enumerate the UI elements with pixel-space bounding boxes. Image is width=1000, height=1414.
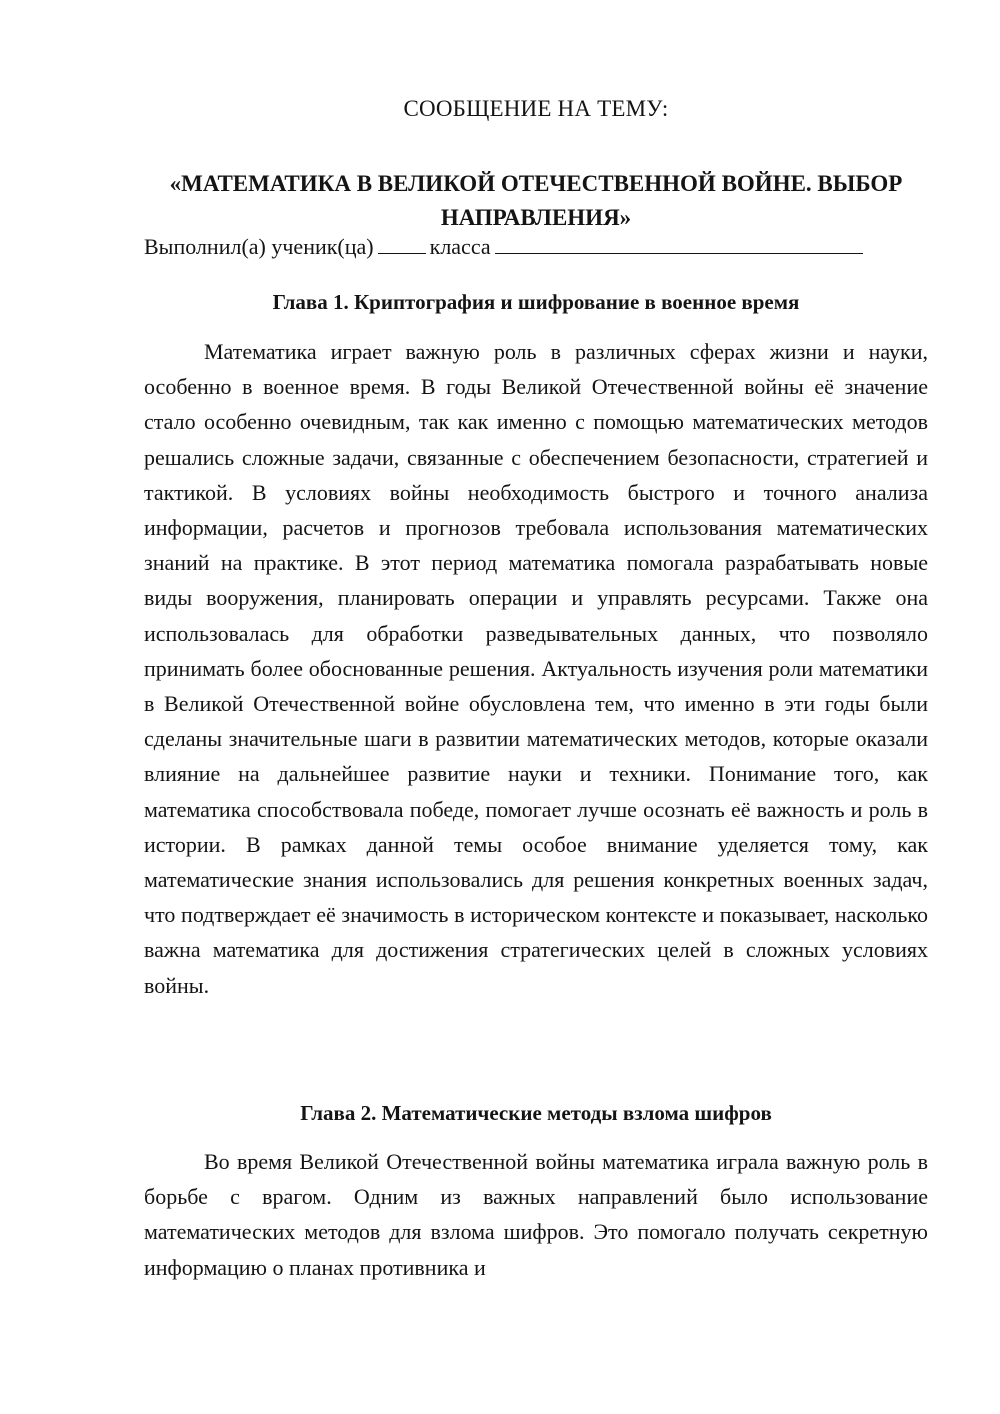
chapter-1-title: Глава 1. Криптография и шифрование в военное время	[272, 290, 800, 314]
document-heading: СООБЩЕНИЕ НА ТЕМУ:	[403, 96, 669, 121]
author-prefix: Выполнил(а) ученик(ца)	[144, 234, 374, 259]
author-line	[144, 232, 928, 262]
class-label: класса	[429, 234, 491, 259]
chapter-1-paragraph: Математика играет важную роль в различных сферах жизни и науки, особенно в военное время. В годы Великой Отечественной войны её значение стало особенно очевидным, так как именно с помощью математических методов решались сложные задачи, связанные с обеспечением безопасности, стратегией и тактикой. В условиях войны необходимость быстрого и точного анализа информации, расчетов и прогнозов требовала использования математических знаний на практике. В этот период математика помогала разрабатывать новые виды вооружения, планировать операции и управлять ресурсами. Также она использовалась для обработки разведывательных данных, что позволяло принимать более обоснованные решения. Актуальность изучения роли математики в Великой Отечественной войне обусловлена тем, что именно в эти годы были сделаны значительные шаги в развитии математических методов, которые оказали влияние на дальнейшее развитие науки и техники. Понимание того, как математика способствовала победе, помогает лучше осознать её важность и роль в истории. В рамках данной темы особое внимание уделяется тому, как математические знания использовались для решения конкретных военных задач, что подтверждает её значимость в историческом контексте и показывает, насколько важна математика для достижения стратегических целей в сложных условиях войны.	[144, 339, 928, 998]
chapter-2-paragraph: Во время Великой Отечественной войны математика играла важную роль в борьбе с врагом. Одним из важных направлений было использование математических методов для взлома шифров. Это помогало получать секретную информацию о планах противника и	[144, 1149, 928, 1280]
name-blank-field	[495, 233, 863, 254]
chapter-2-title: Глава 2. Математические методы взлома шифров	[300, 1101, 772, 1125]
document-title: «МАТЕМАТИКА В ВЕЛИКОЙ ОТЕЧЕСТВЕННОЙ ВОЙНЕ. ВЫБОР НАПРАВЛЕНИЯ»	[169, 171, 903, 230]
class-blank-field	[378, 233, 426, 254]
